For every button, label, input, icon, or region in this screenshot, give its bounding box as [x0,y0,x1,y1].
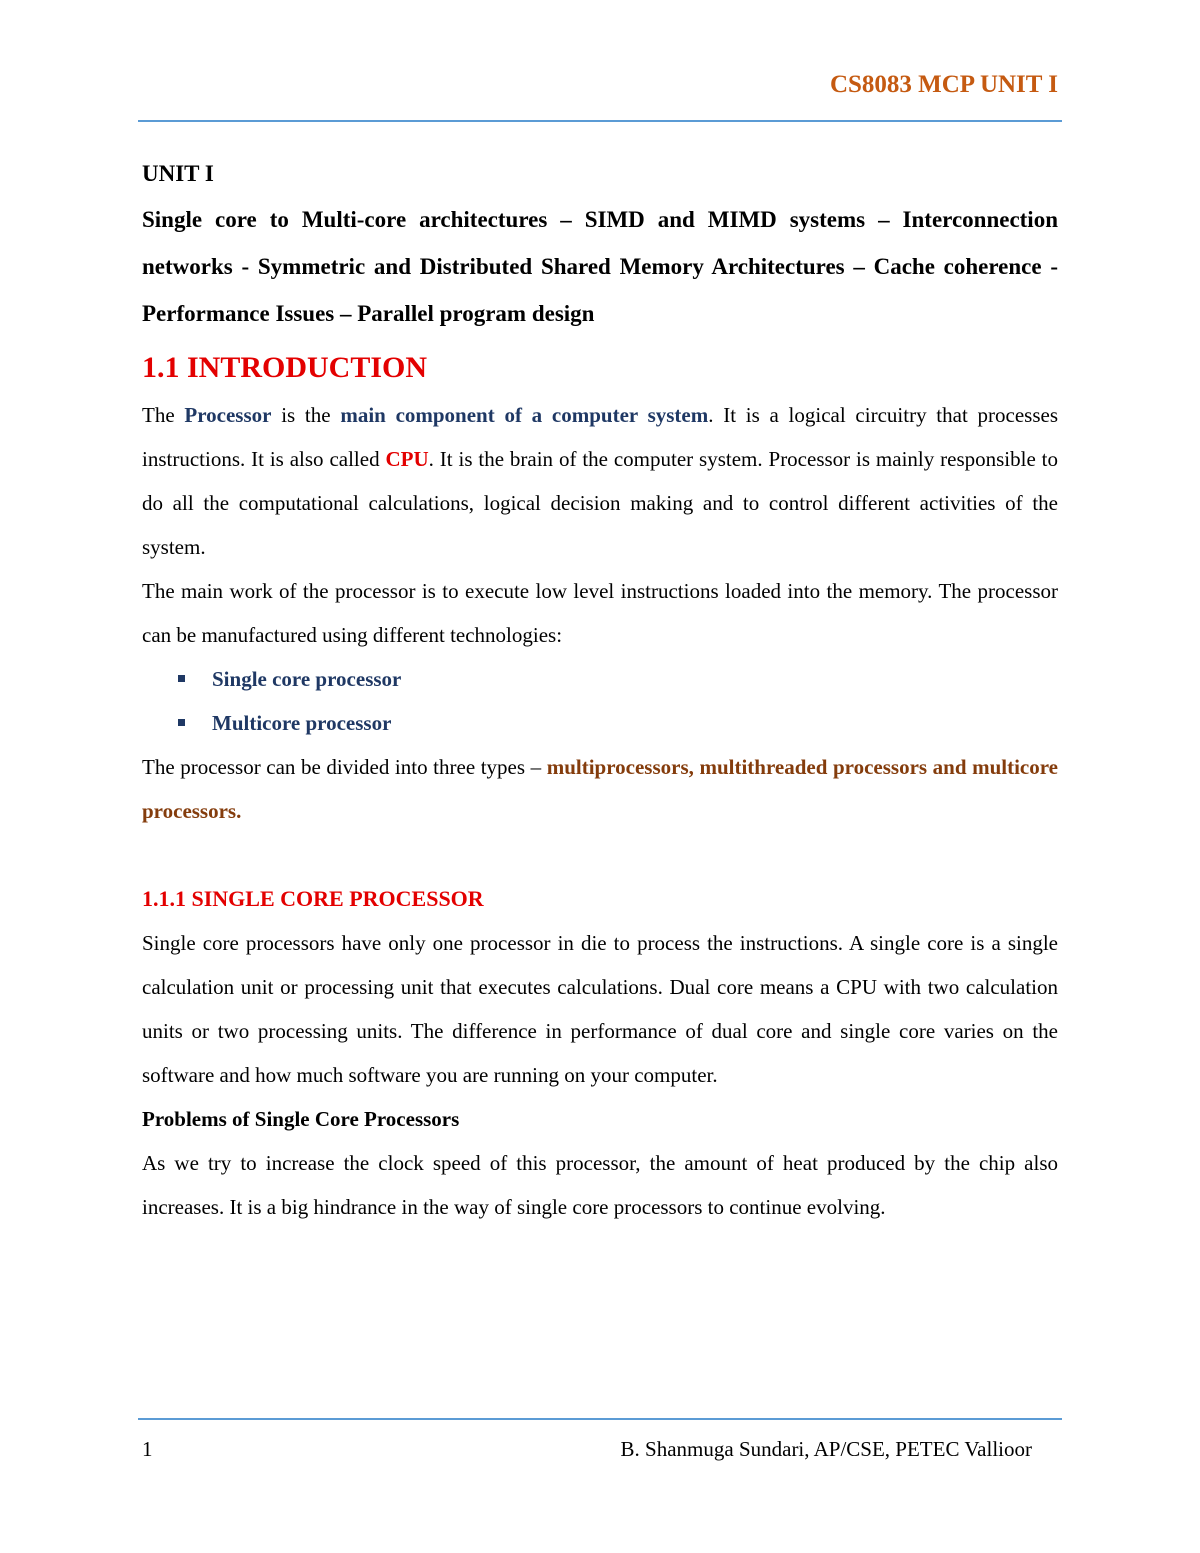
list-item [142,701,1058,745]
cpu-term: CPU [385,447,429,471]
unit-label: UNIT I [142,161,214,186]
processor-types: multiprocessors, multithreaded processors and multicore processors. [142,755,1059,823]
intro-p1-text-4: . It is the brain of the computer system. Processor is mainly responsible to do all the computational calculations, logical decision making and to control different activities of the system. [142,447,1059,559]
footer-rule [138,1418,1062,1420]
intro-paragraph-2: The main work of the processor is to execute low level instructions loaded into the memory. The processor can be manufactured using different technologies: [142,579,1058,647]
header-rule [138,120,1062,122]
main-component-term: main component of a computer system [340,403,709,427]
header-title: CS8083 MCP UNIT I [829,71,1058,98]
technology-list [142,657,1058,745]
intro-p1-text-1: The [142,403,185,427]
intro-p3-text: The processor can be divided into three types – [142,755,547,779]
intro-paragraph-3 [142,745,1058,833]
square-bullet-icon [178,675,185,682]
processor-term: Processor [184,403,272,427]
intro-p1-text-3: . It is a logical circuitry that processes instructions. It is also called [142,403,1058,471]
page-number: 1 [142,1437,153,1461]
footer-author: B. Shanmuga Sundari, AP/CSE, PETEC Vallioor [620,1437,1032,1461]
intro-heading: 1.1 INTRODUCTION [142,351,428,384]
list-item-label: Multicore processor [212,711,392,735]
unit-syllabus: Single core to Multi-core architectures – SIMD and MIMD systems – Interconnection networks - Symmetric and Distributed Shared Memory Architectures – Cache coherence - Performance Issues – Parallel program design [142,207,1058,326]
problems-heading: Problems of Single Core Processors [142,1107,460,1131]
list-item [142,657,1058,701]
problems-paragraph: As we try to increase the clock speed of this processor, the amount of heat produced by the chip also increases. It is a big hindrance in the way of single core processors to continue evolving. [142,1151,1058,1219]
single-core-heading: 1.1.1 SINGLE CORE PROCESSOR [142,886,484,911]
intro-p1-text-2: is the [271,403,341,427]
square-bullet-icon [178,719,185,726]
intro-paragraph-1 [142,393,1058,569]
single-core-paragraph: Single core processors have only one processor in die to process the instructions. A single core is a single calculation unit or processing unit that executes calculations. Dual core means a CPU with two calculation units or two processing units. The difference in performance of dual core and single core varies on the software and how much software you are running on your computer. [142,931,1058,1087]
page-content [142,152,1058,1229]
list-item-label: Single core processor [212,667,402,691]
